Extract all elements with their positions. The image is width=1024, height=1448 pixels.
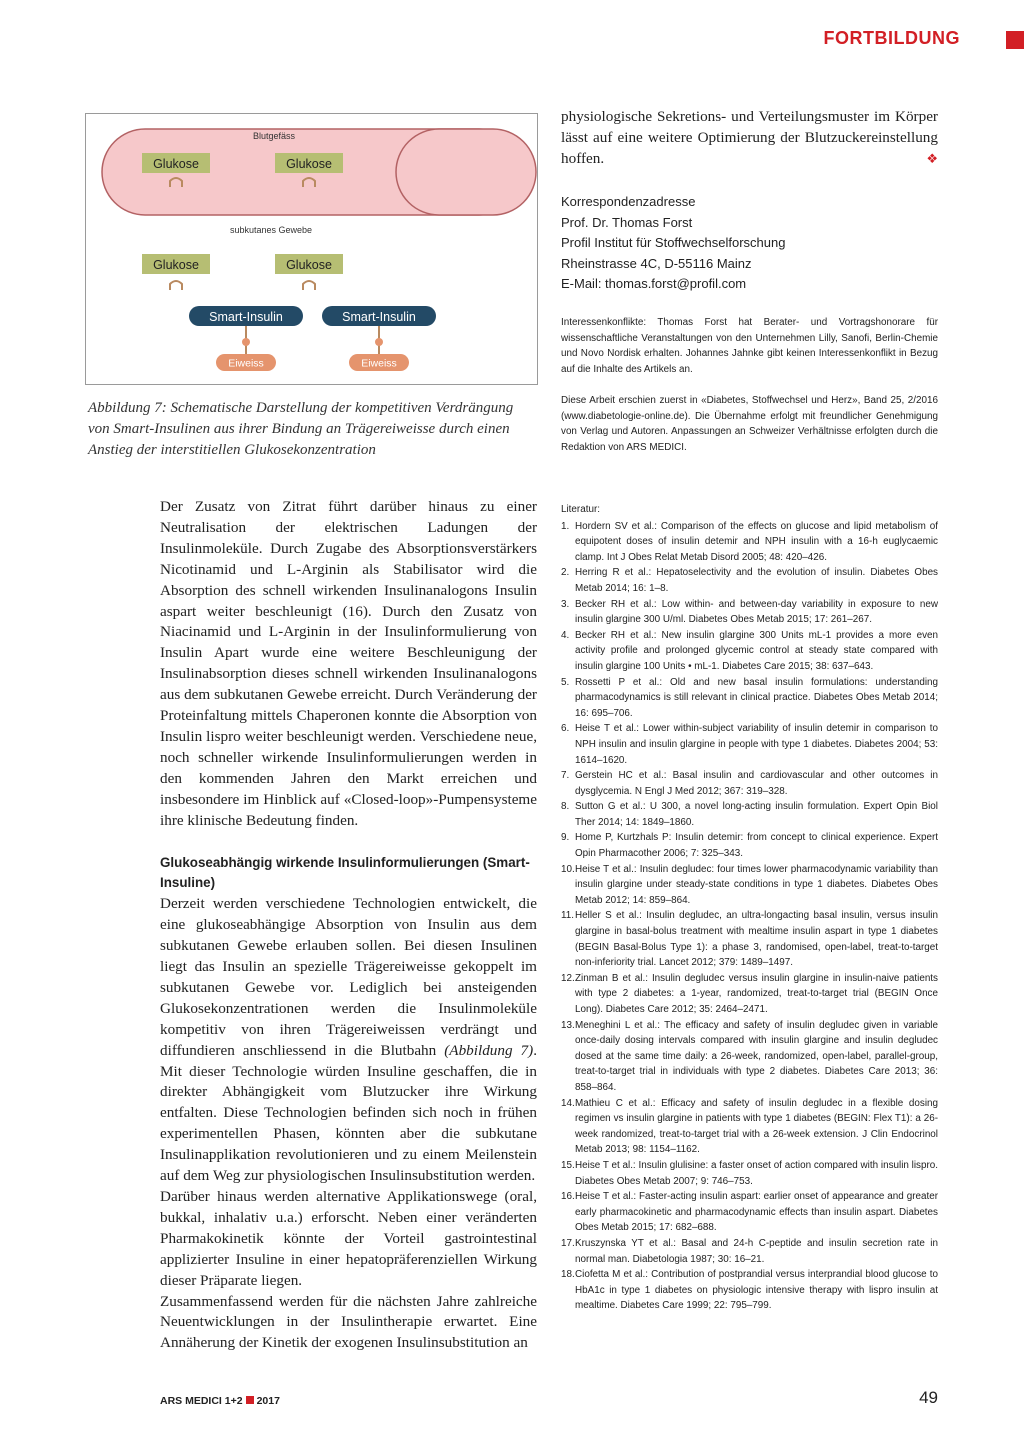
end-of-article-icon: ❖ [926,150,938,166]
correspondence-email: E-Mail: thomas.forst@profil.com [561,276,747,292]
correspondence-block [561,192,938,295]
reference-number: 16. [561,1191,575,1203]
body-text-run: Derzeit werden verschiedene Technologien entwickelt, die eine glukoseabhängige Absorption von Insulin aus dem subkutanen Gewebe erlauben sollen. Bei diesen Insulinen liegt das Insulin an spezielle Trägereiweisse gekoppelt im subkutanen Gewebe vor. Lediglich bei ansteigenden Glukosekonzentrationen werden die Insulinmoleküle kompetitiv von ihren Trägereiweissen verdrängt und diffundieren anschliessend in die Blutbahn [160,895,537,1059]
body-paragraph: Darüber hinaus werden alternative Applikationswege (oral, bukkal, inhalativ u.a.) erforscht. Neben einer veränderten Pharmakokinetik könnte der Vorteil gastrointestinal applizierter Insuline in einer hepatopräferenziellen Wirkung dieser Präparate liegen. [160,1188,537,1289]
reference-text: Kruszynska YT et al.: Basal and 24-h C-peptide and insulin secretion rate in normal man. Diabetologia 1987; 30: 16–21. [575,1237,938,1265]
correspondence-line: Prof. Dr. Thomas Forst [561,214,693,230]
reference-number: 7. [561,770,570,782]
reference-text: Gerstein HC et al.: Basal insulin and cardiovascular and other outcomes in dysglycemia. N Engl J Med 2012; 367: 319–328. [575,770,938,797]
reference-number: 10. [561,863,575,875]
reference-text: Herring R et al.: Hepatoselectivity and the evolution of insulin. Diabetes Obes Metab 2014; 16: 1–8. [575,567,938,594]
reference-number: 15. [561,1159,575,1171]
blood-vessel-end-cap [396,129,536,215]
reference-item [561,628,938,675]
conflicts-of-interest: Interessenkonflikte: Thomas Forst hat Berater- und Vortragshonorare für wissenschaftliche Veranstaltungen von den Unternehmen Lilly, Sanofi, Berlin-Chemie und Novo Nordisk erhalten. Johannes Jahnke gibt keinen Interessenkonflikt in Bezug auf die Inhalte des Artikels an. [561,317,938,375]
reference-item [561,1018,938,1096]
reference-item [561,799,938,830]
reference-text: Meneghini L et al.: The efficacy and safety of insulin degludec given in variable once-daily dosing intervals compared with insulin glargine and insulin degludec dosed at the same time daily: a 26-week, randomized, open-label, parallel-group, treat-to-target trial in individuals with type 2 diabetes. Diabetes Care 2013; 36: 858–864. [575,1019,938,1093]
reference-item [561,1236,938,1267]
correspondence-line: Rheinstrasse 4C, D-55116 Mainz [561,255,752,271]
reference-text: Becker RH et al.: Low within- and between-day variability in exposure to new insulin glargine 300 U/ml. Diabetes Obes Metab 2015; 17: 261–267. [575,598,938,626]
figure-7 [85,113,538,385]
reference-text: Heise T et al.: Insulin glulisine: a faster onset of action compared with insulin lispro. Diabetes Obes Metab 2007; 9: 746–753. [575,1159,938,1187]
reference-item [561,768,938,799]
reference-number: 2. [561,567,570,579]
reference-text: Rossetti P et al.: Old and new basal insulin formulations: understanding pharmacodynamics is still relevant in clinical practice. Diabetes Obes Metab 2014; 16: 695–706. [575,676,938,719]
glucose-label: Glukose [286,258,332,272]
section-label: FORTBILDUNG [823,28,960,48]
continued-paragraph [561,107,938,170]
reference-item [561,908,938,970]
protein-label: Eiweiss [228,357,264,370]
reference-text: Becker RH et al.: New insulin glargine 300 Units mL-1 provides a more even activity profile and prolonged glycemic control at steady state compared with insulin glargine 100 Units • mL-1. Diabetes Care 2015; 38: 637–643. [575,629,938,672]
binding-node [375,338,383,346]
article-body [160,497,537,1354]
reference-number: 18. [561,1269,575,1281]
correspondence-line: Korrespondenzadresse [561,194,696,209]
reference-text: Sutton G et al.: U 300, a novel long-acting insulin formulation. Expert Opin Biol Ther 2014; 14: 1849–1860. [575,801,938,828]
tissue-label: subkutanes Gewebe [229,225,313,235]
reference-number: 14. [561,1097,575,1109]
glucose-label: Glukose [153,258,199,272]
reference-number: 13. [561,1019,575,1031]
protein-label: Eiweiss [361,357,397,370]
reference-number: 6. [561,723,570,735]
glucose-receptor [303,281,315,290]
reference-item [561,1267,938,1314]
reference-number: 4. [561,629,570,641]
section-marker [1006,31,1024,49]
smart-insulin-label: Smart-Insulin [209,310,283,324]
page-number: 49 [919,1388,938,1407]
reference-number: 5. [561,676,570,688]
glucose-receptor [170,281,182,290]
glucose-label: Glukose [286,157,332,171]
reference-text: Heise T et al.: Faster-acting insulin aspart: earlier onset of appearance and greater early pharmacokinetic and pharmacodynamic effects than insulin aspart. Diabetes Obes Metab 2015; 17: 682–688. [575,1191,938,1234]
reference-text: Heller S et al.: Insulin degludec, an ultra-longacting basal insulin, versus insulin glargine in basal-bolus treatment with mealtime insulin aspart in type 1 diabetes (BEGIN Basal-Bolus Type 1): a phase 3, randomised, open-label, treat-to-target non-inferiority trial. Lancet 2012; 379: 1489–1497. [575,910,938,969]
reference-item [561,519,938,566]
reference-text: Home P, Kurtzhals P: Insulin detemir: from concept to clinical experience. Expert Opin Pharmacother 2006; 7: 325–343. [575,832,938,860]
reference-number: 9. [561,832,570,844]
reference-number: 1. [561,520,570,532]
reference-item [561,721,938,768]
body-paragraph [160,894,537,1187]
footer-journal [160,1395,280,1407]
journal-name: ARS MEDICI 1+2 [160,1395,243,1407]
body-paragraph: Der Zusatz von Zitrat führt darüber hinaus zu einer Neutralisation der elektrischen Ladungen der Insulinmoleküle. Durch Zugabe des Absorptionsverstärkers Nicotinamid und L-Arginin als Stabilisator wird die Absorption des schnell wirkenden Insulinanalogons Insulin aspart weiter beschleunigt (16). Durch den Zusatz von Niacinamid und L-Arginin in der Insulinformulierung von Insulin Apart wurde eine weitere Beschleunigung der Insulinabsorption dieses schnell wirkenden Insulinanalogons aus dem subkutanen Gewebe erreicht. Durch Veränderung der Proteinfaltung mittels Chaperonen konnte die Absorption von Insulin lispro weiter beschleunigt werden. Verschiedene neue, noch schneller wirkende Insulinformulierungen werden in den kommenden Jahren den Markt erreichen und insbesondere im Hinblick auf «Closed-loop»-Pumpensysteme ihre klinische Bedeutung finden. [160,498,537,829]
reference-text: Zinman B et al.: Insulin degludec versus insulin glargine in insulin-naive patients with type 2 diabetes: a 1-year, randomized, treat-to-target trial (BEGIN Once Long). Diabetes Care 2012; 35: 2464–2471. [575,972,938,1015]
references-list [561,502,938,1314]
reference-text: Heise T et al.: Insulin degludec: four times lower pharmacodynamic variability than insulin glargine under steady-state conditions in type 1 diabetes. Diabetes Obes Metab 2012; 14: 859–864. [575,863,938,906]
reference-number: 3. [561,598,570,610]
reference-item [561,971,938,1018]
reference-text: Mathieu C et al.: Efficacy and safety of insulin degludec in a flexible dosing regimen vs insulin glargine in patients with type 1 diabetes (BEGIN: Flex T1): a 26-week randomized, treat-to-target trial with a 26-week extension. J Clin Endocrinol Metab 2013; 98: 1154–1162. [575,1097,938,1156]
reference-number: 17. [561,1237,575,1249]
reference-text: Ciofetta M et al.: Contribution of postprandial versus interprandial blood glucose to HbA1c in type 1 diabetes on physiologic intensive therapy with lispro insulin at mealtime. Diabetes Care 1999; 22: 795–799. [575,1269,938,1312]
figure-diagram [86,114,539,386]
body-text-run: physiologische Sekretions- und Verteilungsmuster im Körper lässt auf eine weitere Optimierung der Blutzuckereinstellung hoffen. [561,108,938,167]
smart-insulin-label: Smart-Insulin [342,310,416,324]
references-heading: Literatur: [561,504,600,515]
reference-number: 8. [561,801,570,813]
journal-year: 2017 [256,1395,280,1407]
figure-caption: Abbildung 7: Schematische Darstellung der kompetitiven Verdrängung von Smart-Insulinen aus ihrer Bindung an Trägereiweisse durch einen Anstieg der interstitiellen Glukosekonzentration [88,400,514,458]
figure-reference: (Abbildung 7) [444,1041,534,1059]
body-paragraph: Zusammenfassend werden für die nächsten Jahre zahlreiche Neuentwicklungen in der Insulintherapie erwartet. Eine Annäherung der Kinetik der exogenen Insulinsubstitution an [160,1292,537,1352]
references [561,519,938,1314]
publication-note: Diese Arbeit erschien zuerst in «Diabetes, Stoffwechsel und Herz», Band 25, 2/2016 (www.diabetologie-online.de). Die Übernahme erfolgt mit freundlicher Genehmigung von Verlag und Autoren. Anpassungen an Schweizer Verhältnisse erfolgten durch die Redaktion von ARS MEDICI. [561,395,938,453]
correspondence-line: Profil Institut für Stoffwechselforschung [561,235,786,251]
reference-text: Heise T et al.: Lower within-subject variability of insulin detemir in comparison to NPH insulin and insulin glargine in people with type 1 diabetes. Diabetes 2004; 53: 1614–1620. [575,723,938,766]
reference-item [561,1189,938,1236]
reference-item [561,1158,938,1189]
vessel-label: Blutgefäss [252,131,296,141]
reference-item [561,597,938,628]
reference-item [561,862,938,909]
reference-item [561,1096,938,1158]
reference-text: Hordern SV et al.: Comparison of the effects on glucose and lipid metabolism of equipotent doses of insulin detemir and NPH insulin with a 16-h euglycaemic clamp. Int J Obes Relat Metab Disord 2005; 48: 420–426. [575,520,938,563]
reference-number: 11. [561,910,574,922]
reference-item [561,675,938,722]
reference-item [561,565,938,596]
section-heading: Glukoseabhängig wirkende Insulinformulierungen (Smart-Insuline) [160,854,530,891]
body-text-run: . Mit dieser Technologie würden Insuline geschaffen, die in direkter Abhängigkeit vom Blutzucker ihre Wirkung entfalten. Diese Technologien befinden sich noch in frühen experimentellen Phasen, könnten aber die subkutane Insulinapplikation revolutionieren und zu einem Meilenstein auf dem Weg zur physiologischen Insulinsubstitution werden. [160,1041,537,1185]
binding-node [242,338,250,346]
footer-marker [246,1396,254,1404]
reference-number: 12. [561,972,575,984]
reference-item [561,830,938,861]
glucose-label: Glukose [153,157,199,171]
